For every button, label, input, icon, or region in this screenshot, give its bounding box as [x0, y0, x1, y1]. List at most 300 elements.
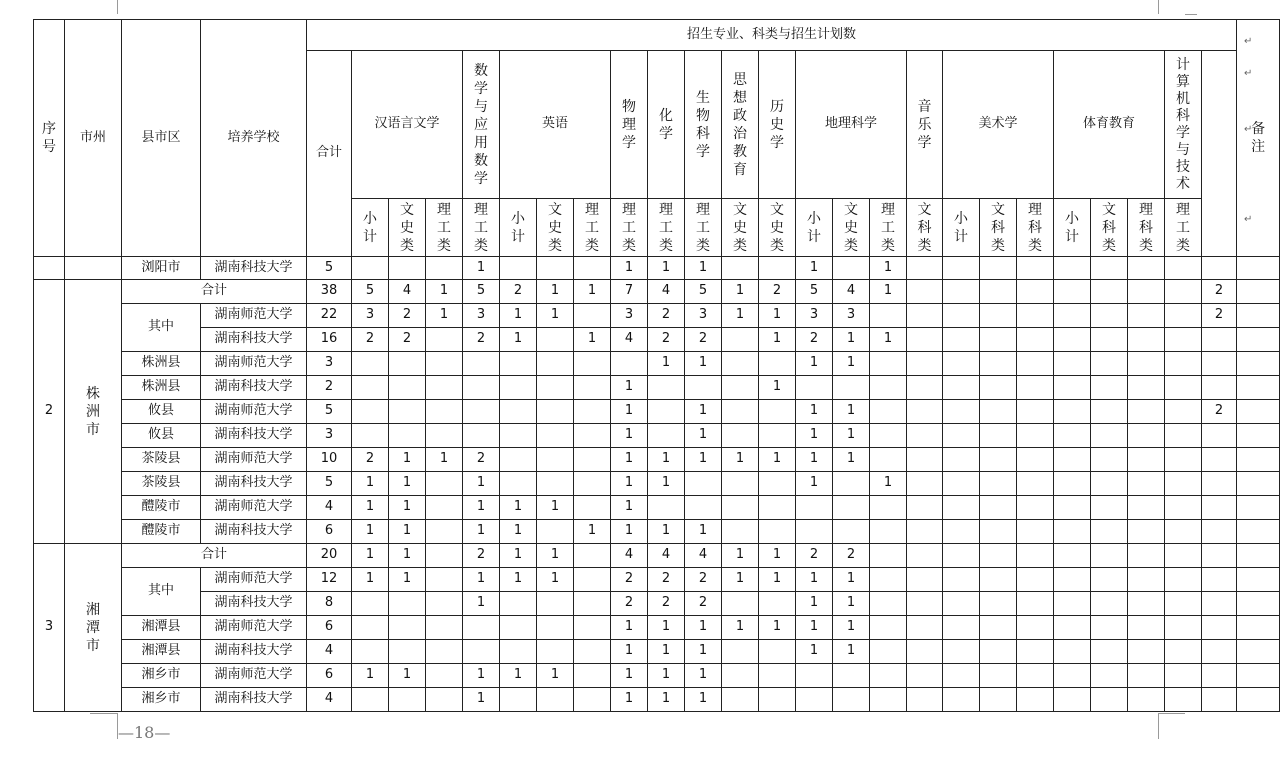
value-cell	[722, 616, 759, 640]
value-cell	[426, 640, 463, 664]
cell-value: 1	[402, 523, 412, 539]
value-cell	[907, 688, 943, 712]
value-cell	[980, 496, 1017, 520]
value-cell	[1091, 352, 1128, 376]
value-cell	[1165, 257, 1202, 280]
cell-value: 3	[698, 307, 708, 323]
value-cell	[1165, 616, 1202, 640]
seq-cell: 2	[34, 280, 65, 544]
value-cell	[833, 376, 870, 400]
value-cell	[1017, 616, 1054, 640]
value-cell	[500, 520, 537, 544]
cell-value: 1	[365, 523, 375, 539]
value-cell	[943, 400, 980, 424]
total-cell	[307, 568, 352, 592]
value-cell	[907, 496, 943, 520]
value-cell	[389, 568, 426, 592]
table-row	[34, 257, 1280, 280]
remark-cell	[1237, 520, 1280, 544]
value-cell	[685, 328, 722, 352]
cell-value: 4	[661, 547, 671, 563]
value-cell	[685, 496, 722, 520]
sub-header: 文史类	[389, 199, 426, 257]
value-cell	[722, 400, 759, 424]
value-cell	[1128, 472, 1165, 496]
remark-cell	[1237, 640, 1280, 664]
header-subject-chemistry: 化学	[648, 51, 685, 199]
value-cell	[980, 424, 1017, 448]
sub-header: 文科类	[980, 199, 1017, 257]
value-cell	[1017, 664, 1054, 688]
value-cell	[352, 544, 389, 568]
value-cell	[500, 640, 537, 664]
value-cell	[500, 280, 537, 304]
cell-value: 1	[402, 547, 412, 563]
school-cell: 湖南师范大学	[201, 664, 307, 688]
value-cell	[796, 616, 833, 640]
paragraph-mark: ↵	[1244, 124, 1253, 135]
sub-header: 小计	[943, 199, 980, 257]
cell-value: 2	[698, 595, 708, 611]
sub-header: 文史类	[722, 199, 759, 257]
total-cell	[307, 280, 352, 304]
value-cell	[722, 328, 759, 352]
value-cell	[389, 352, 426, 376]
value-cell	[537, 352, 574, 376]
value-cell	[574, 424, 611, 448]
value-cell	[352, 257, 389, 280]
value-cell	[907, 568, 943, 592]
value-cell	[463, 592, 500, 616]
value-cell	[574, 664, 611, 688]
cell-value: 7	[624, 283, 634, 299]
value-cell	[574, 304, 611, 328]
cell-value: 1	[809, 451, 819, 467]
value-cell	[1128, 640, 1165, 664]
value-cell	[611, 280, 648, 304]
cell-value: 1	[624, 427, 634, 443]
value-cell	[759, 280, 796, 304]
total-cell	[307, 304, 352, 328]
value-cell	[980, 520, 1017, 544]
value-cell	[722, 664, 759, 688]
value-cell	[759, 328, 796, 352]
value-cell	[685, 352, 722, 376]
enrollment-plan-table	[33, 19, 1280, 712]
crop-mark	[117, 0, 118, 14]
cell-value: 1	[883, 475, 893, 491]
value-cell	[463, 280, 500, 304]
value-cell	[611, 544, 648, 568]
value-cell	[648, 352, 685, 376]
value-cell	[352, 616, 389, 640]
cell-value: 1	[513, 499, 523, 515]
cell-value: 38	[320, 283, 338, 299]
value-cell	[1017, 280, 1054, 304]
county-cell: 攸县	[122, 424, 201, 448]
value-cell	[796, 280, 833, 304]
value-cell	[685, 400, 722, 424]
value-cell	[870, 520, 907, 544]
cell-value: 1	[735, 283, 745, 299]
value-cell	[1017, 544, 1054, 568]
value-cell	[1165, 448, 1202, 472]
value-cell	[463, 448, 500, 472]
value-cell	[389, 376, 426, 400]
cell-value: 1	[476, 499, 486, 515]
value-cell	[943, 664, 980, 688]
value-cell	[426, 400, 463, 424]
value-cell	[1202, 688, 1237, 712]
value-cell	[870, 616, 907, 640]
value-cell	[722, 640, 759, 664]
cell-value: 1	[809, 259, 819, 275]
sub-header: 理工类	[1165, 199, 1202, 257]
school-cell: 湖南科技大学	[201, 592, 307, 616]
value-cell	[1202, 664, 1237, 688]
value-cell	[648, 520, 685, 544]
value-cell	[537, 257, 574, 280]
table-row	[34, 640, 1280, 664]
value-cell	[574, 352, 611, 376]
value-cell	[1128, 376, 1165, 400]
value-cell	[352, 448, 389, 472]
value-cell	[1091, 496, 1128, 520]
value-cell	[648, 400, 685, 424]
value-cell	[1165, 664, 1202, 688]
cell-value: 1	[846, 331, 856, 347]
header-subject-politics: 思想政治教育	[722, 51, 759, 199]
cell-value: 1	[661, 619, 671, 635]
value-cell	[500, 328, 537, 352]
value-cell	[796, 520, 833, 544]
table-row	[34, 352, 1280, 376]
cell-value: 10	[320, 451, 338, 467]
value-cell	[759, 472, 796, 496]
value-cell	[574, 520, 611, 544]
cell-value: 5	[365, 283, 375, 299]
value-cell	[648, 568, 685, 592]
value-cell	[426, 424, 463, 448]
cell-value: 1	[846, 403, 856, 419]
value-cell	[389, 664, 426, 688]
value-cell	[537, 280, 574, 304]
value-cell	[870, 568, 907, 592]
value-cell	[1202, 304, 1237, 328]
value-cell	[1128, 544, 1165, 568]
value-cell	[1128, 400, 1165, 424]
value-cell	[722, 568, 759, 592]
value-cell	[685, 520, 722, 544]
cell-value: 1	[772, 571, 782, 587]
value-cell	[722, 496, 759, 520]
value-cell	[426, 664, 463, 688]
value-cell	[980, 376, 1017, 400]
cell-value: 6	[324, 619, 334, 635]
value-cell	[611, 640, 648, 664]
value-cell	[1202, 640, 1237, 664]
value-cell	[389, 496, 426, 520]
cell-value: 20	[320, 547, 338, 563]
value-cell	[352, 496, 389, 520]
value-cell	[1017, 592, 1054, 616]
seq-cell	[34, 257, 65, 280]
table-row	[34, 376, 1280, 400]
value-cell	[537, 664, 574, 688]
county-cell: 醴陵市	[122, 496, 201, 520]
value-cell	[1054, 304, 1091, 328]
value-cell	[980, 640, 1017, 664]
value-cell	[870, 640, 907, 664]
cell-value: 1	[624, 691, 634, 707]
value-cell	[1128, 688, 1165, 712]
value-cell	[1128, 424, 1165, 448]
cell-value: 1	[365, 571, 375, 587]
value-cell	[463, 472, 500, 496]
value-cell	[611, 520, 648, 544]
value-cell	[943, 352, 980, 376]
sub-header: 理科类	[1017, 199, 1054, 257]
sub-header: 理科类	[1128, 199, 1165, 257]
value-cell	[1091, 688, 1128, 712]
value-cell	[1128, 664, 1165, 688]
cell-value: 1	[809, 571, 819, 587]
value-cell	[943, 376, 980, 400]
value-cell	[1054, 640, 1091, 664]
value-cell	[648, 257, 685, 280]
value-cell	[1091, 448, 1128, 472]
table-row	[34, 664, 1280, 688]
cell-value: 1	[624, 643, 634, 659]
value-cell	[722, 352, 759, 376]
cell-value: 4	[402, 283, 412, 299]
cell-value: 1	[476, 595, 486, 611]
value-cell	[1165, 472, 1202, 496]
value-cell	[648, 496, 685, 520]
header-row-1	[34, 20, 1280, 51]
value-cell	[648, 616, 685, 640]
cell-value: 1	[661, 355, 671, 371]
subtotal-label: 合计	[122, 280, 307, 304]
value-cell	[537, 448, 574, 472]
cell-value: 2	[809, 331, 819, 347]
value-cell	[722, 424, 759, 448]
value-cell	[1091, 544, 1128, 568]
value-cell	[463, 688, 500, 712]
value-cell	[907, 616, 943, 640]
value-cell	[463, 424, 500, 448]
remark-cell	[1237, 304, 1280, 328]
value-cell	[500, 496, 537, 520]
remark-cell	[1237, 376, 1280, 400]
value-cell	[611, 400, 648, 424]
value-cell	[685, 304, 722, 328]
table-row	[34, 520, 1280, 544]
sub-header: 理工类	[574, 199, 611, 257]
value-cell	[389, 544, 426, 568]
cell-value: 1	[476, 691, 486, 707]
value-cell	[574, 640, 611, 664]
school-cell: 湖南科技大学	[201, 520, 307, 544]
school-cell: 湖南科技大学	[201, 688, 307, 712]
seq-cell: 3	[34, 544, 65, 712]
value-cell	[389, 257, 426, 280]
cell-value: 1	[661, 523, 671, 539]
value-cell	[1054, 616, 1091, 640]
remark-cell	[1237, 472, 1280, 496]
total-cell	[307, 616, 352, 640]
remark-cell	[1237, 568, 1280, 592]
cell-value: 1	[809, 403, 819, 419]
county-cell: 醴陵市	[122, 520, 201, 544]
cell-value: 1	[698, 355, 708, 371]
value-cell	[1091, 664, 1128, 688]
cell-value: 2	[365, 451, 375, 467]
value-cell	[1128, 280, 1165, 304]
value-cell	[463, 640, 500, 664]
county-cell: 湘潭县	[122, 616, 201, 640]
table-row	[34, 616, 1280, 640]
value-cell	[537, 592, 574, 616]
school-cell: 湖南科技大学	[201, 257, 307, 280]
cell-value: 1	[624, 259, 634, 275]
value-cell	[463, 304, 500, 328]
cell-value: 1	[735, 571, 745, 587]
value-cell	[463, 376, 500, 400]
value-cell	[980, 257, 1017, 280]
cell-value: 1	[809, 355, 819, 371]
total-cell	[307, 352, 352, 376]
value-cell	[611, 688, 648, 712]
header-subject-history: 历史学	[759, 51, 796, 199]
value-cell	[1202, 424, 1237, 448]
cell-value: 1	[661, 451, 671, 467]
value-cell	[1054, 544, 1091, 568]
value-cell	[537, 616, 574, 640]
table-row	[34, 544, 1280, 568]
value-cell	[796, 496, 833, 520]
value-cell	[500, 664, 537, 688]
value-cell	[648, 544, 685, 568]
sub-header: 文科类	[907, 199, 943, 257]
cell-value: 1	[402, 475, 412, 491]
cell-value: 3	[365, 307, 375, 323]
value-cell	[980, 568, 1017, 592]
value-cell	[537, 496, 574, 520]
value-cell	[833, 664, 870, 688]
value-cell	[943, 616, 980, 640]
value-cell	[500, 688, 537, 712]
city-cell: 湘潭市	[65, 544, 122, 712]
value-cell	[1091, 640, 1128, 664]
value-cell	[1165, 304, 1202, 328]
total-cell	[307, 448, 352, 472]
value-cell	[574, 544, 611, 568]
value-cell	[352, 352, 389, 376]
value-cell	[426, 352, 463, 376]
table-row	[34, 592, 1280, 616]
county-cell: 茶陵县	[122, 472, 201, 496]
value-cell	[1017, 496, 1054, 520]
county-cell: 其中	[122, 304, 201, 352]
value-cell	[1202, 448, 1237, 472]
value-cell	[722, 280, 759, 304]
value-cell	[1017, 448, 1054, 472]
value-cell	[426, 472, 463, 496]
value-cell	[833, 400, 870, 424]
cell-value: 1	[476, 571, 486, 587]
value-cell	[796, 664, 833, 688]
value-cell	[722, 472, 759, 496]
table-row	[34, 328, 1280, 352]
cell-value: 5	[324, 475, 334, 491]
total-cell	[307, 376, 352, 400]
cell-value: 1	[772, 379, 782, 395]
cell-value: 1	[587, 283, 597, 299]
value-cell	[611, 568, 648, 592]
cell-value: 1	[439, 451, 449, 467]
cell-value: 3	[324, 355, 334, 371]
sub-header: 小计	[1054, 199, 1091, 257]
value-cell	[1054, 448, 1091, 472]
value-cell	[352, 280, 389, 304]
value-cell	[722, 688, 759, 712]
cell-value: 3	[476, 307, 486, 323]
value-cell	[648, 424, 685, 448]
cell-value: 1	[809, 595, 819, 611]
value-cell	[980, 592, 1017, 616]
value-cell	[1165, 376, 1202, 400]
value-cell	[1054, 328, 1091, 352]
cell-value: 4	[324, 691, 334, 707]
city-cell: 株洲市	[65, 280, 122, 544]
value-cell	[1054, 424, 1091, 448]
cell-value: 1	[476, 523, 486, 539]
cell-value: 1	[513, 667, 523, 683]
value-cell	[389, 472, 426, 496]
value-cell	[1128, 592, 1165, 616]
value-cell	[1202, 328, 1237, 352]
cell-value: 2	[1214, 307, 1224, 323]
remark-cell	[1237, 448, 1280, 472]
remark-cell	[1237, 592, 1280, 616]
value-cell	[943, 472, 980, 496]
cell-value: 2	[513, 283, 523, 299]
cell-value: 1	[735, 619, 745, 635]
cell-value: 3	[324, 427, 334, 443]
school-cell: 湖南师范大学	[201, 616, 307, 640]
value-cell	[833, 520, 870, 544]
value-cell	[463, 400, 500, 424]
value-cell	[500, 472, 537, 496]
remark-cell	[1237, 424, 1280, 448]
value-cell	[722, 520, 759, 544]
header-subject-chinese: 汉语言文学	[352, 51, 463, 199]
value-cell	[389, 688, 426, 712]
value-cell	[500, 424, 537, 448]
value-cell	[759, 688, 796, 712]
header-school: 培养学校	[201, 20, 307, 257]
cell-value: 1	[513, 571, 523, 587]
value-cell	[1128, 352, 1165, 376]
value-cell	[833, 544, 870, 568]
value-cell	[1054, 688, 1091, 712]
value-cell	[1202, 568, 1237, 592]
value-cell	[1054, 376, 1091, 400]
value-cell	[907, 400, 943, 424]
value-cell	[426, 544, 463, 568]
cell-value: 1	[809, 643, 819, 659]
